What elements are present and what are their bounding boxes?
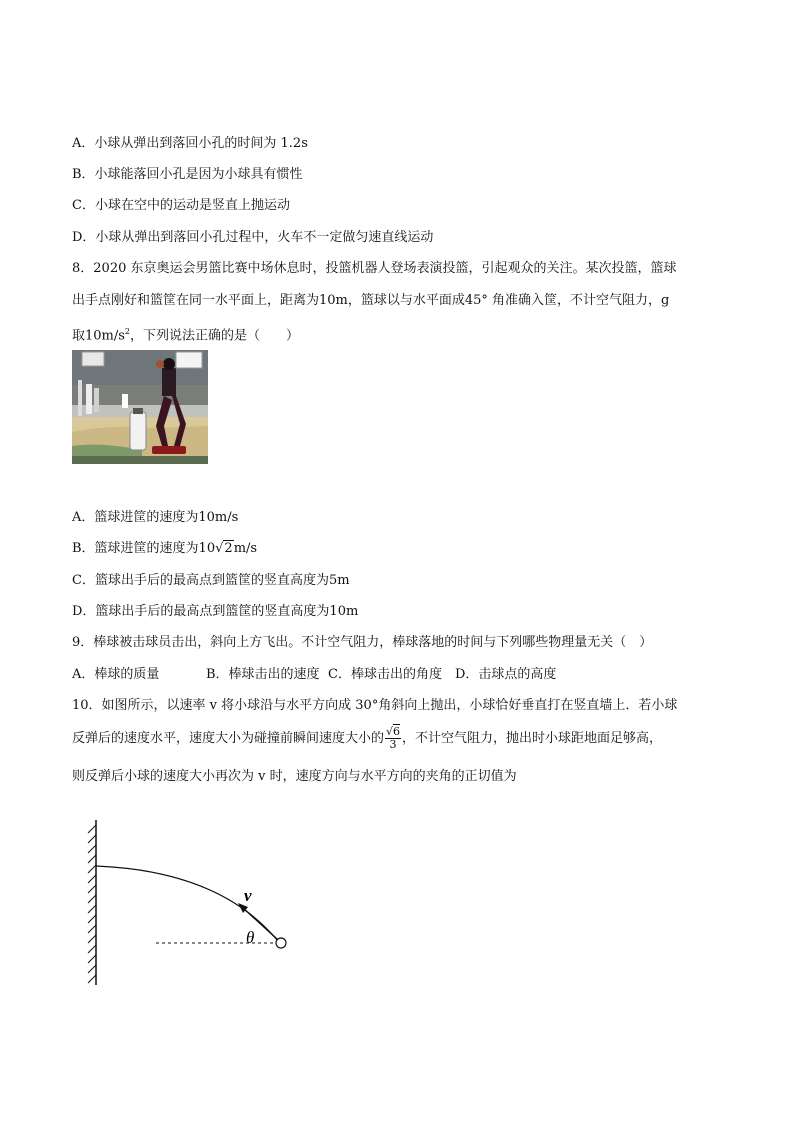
q8-option-b-pre: B．篮球进筐的速度为10 <box>72 541 216 556</box>
q8-option-b <box>72 540 257 558</box>
q8-stem-line3 <box>72 323 299 345</box>
q9-option-c: C．棒球击出的角度 <box>328 667 442 682</box>
q10-stem-line1: 10．如图所示，以速率 v 将小球沿与水平方向成 30°角斜向上抛出，小球恰好垂直打在竖直墙上．若小球 <box>72 698 678 713</box>
q9-option-b: B．棒球击出的速度 <box>206 667 320 682</box>
fraction-numerator-radicand: 6 <box>393 725 401 738</box>
q7-option-a: A．小球从弹出到落回小孔的时间为 1.2s <box>72 136 308 151</box>
ball <box>276 938 286 948</box>
q7-option-b: B．小球能落回小孔是因为小球具有惯性 <box>72 167 303 182</box>
q10-stem-line2-post: ，不计空气阻力，抛出时小球距地面足够高， <box>402 731 663 746</box>
q8-option-b-radicand: 2 <box>224 541 233 556</box>
q8-unit-exponent: 2 <box>124 327 131 336</box>
angle-theta-label: θ <box>246 928 255 947</box>
q10-stem-line3: 则反弹后小球的速度大小再次为 v 时，速度方向与水平方向的夹角的正切值为 <box>72 769 517 784</box>
q8-option-a: A．篮球进筐的速度为10m/s <box>72 510 239 525</box>
velocity-label: v <box>244 886 252 905</box>
projectile-wall-figure <box>80 815 310 990</box>
q8-stem-line1: 8．2020 东京奥运会男篮比赛中场休息时，投篮机器人登场表演投篮，引起观众的关注。某次投篮，篮球 <box>72 261 677 276</box>
robot-basketball-photo <box>72 350 208 464</box>
wall-hatching <box>88 825 96 983</box>
fraction-numerator: √6 <box>386 725 401 738</box>
q7-option-c: C．小球在空中的运动是竖直上抛运动 <box>72 198 290 213</box>
q8-option-c: C．篮球出手后的最高点到篮筐的竖直高度为5m <box>72 573 350 588</box>
fraction-denominator: 3 <box>389 738 397 751</box>
fraction-sqrt6-over-3 <box>385 726 401 751</box>
q9-stem: 9．棒球被击球员击出，斜向上方飞出。不计空气阻力，棒球落地的时间与下列哪些物理量无关（ ） <box>72 635 653 650</box>
sqrt-symbol: √2 <box>215 541 233 556</box>
q8-stem-line2: 出手点刚好和篮筐在同一水平面上，距离为10m，篮球以与水平面成45° 角准确入筐，不计空气阻力，g <box>72 293 670 308</box>
q8-stem-line3-post: ，下列说法正确的是（ ） <box>130 328 300 344</box>
q9-options <box>72 666 556 684</box>
q10-stem-line2 <box>72 724 662 754</box>
q7-option-d: D．小球从弹出到落回小孔过程中，火车不一定做匀速直线运动 <box>72 230 434 245</box>
q9-option-d: D．击球点的高度 <box>455 667 557 682</box>
q8-option-d: D．篮球出手后的最高点到篮筐的竖直高度为10m <box>72 604 359 619</box>
q10-stem-line2-pre: 反弹后的速度水平，速度大小为碰撞前瞬间速度大小的 <box>72 731 385 746</box>
q8-option-b-post: m/s <box>233 541 258 556</box>
q9-option-a: A．棒球的质量 <box>72 667 160 682</box>
q8-stem-line3-pre: 取10m/s <box>72 328 125 344</box>
